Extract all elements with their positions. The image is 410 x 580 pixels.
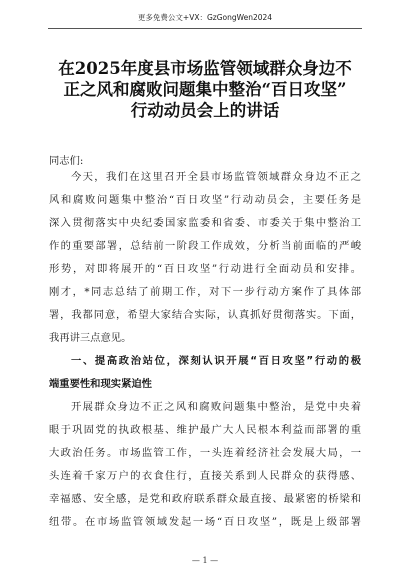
title-line: 在2025年度县市场监管领域群众身边不 (58, 59, 352, 78)
text-line: 深入贯彻落实中央纪委国家监委和省委、市委关于集中整治工 (49, 217, 361, 229)
heading-line: 端重要性和现实紧迫性 (49, 378, 152, 390)
title-line: 正之风和腐败问题集中整治“百日攻坚” (63, 80, 347, 99)
text-line: 开展群众身边不正之风和腐败问题集中整治，是党中央着 (71, 401, 361, 413)
text-line: 形势，对即将展开的“百日攻坚”行动进行全面动员和安排。 (49, 263, 361, 275)
text-line: 大政治任务。市场监管工作，一头连着经济社会发展大局，一 (49, 447, 361, 459)
header-note: 更多免费公文+VX：GzGongWen2024 (137, 13, 273, 22)
text-line: 幸福感、安全感，是党和政府联系群众最直接、最紧密的桥梁和 (49, 493, 361, 505)
text-line: 今天，我们在这里召开全县市场监管领域群众身边不正之 (71, 171, 361, 183)
text-line: 作的重要部署，总结前一阶段工作成效，分析当前面临的严峻 (49, 240, 361, 252)
text-line: 我再讲三点意见。 (49, 332, 132, 344)
text-line: 纽带。在市场监管领域发起一场“百日攻坚”，既是上级部署 (49, 516, 361, 528)
greeting: 同志们: (49, 155, 84, 167)
text-line: 眼于巩固党的执政根基、维护最广大人民根本利益而部署的重 (49, 424, 361, 436)
text-line: 头连着千家万户的衣食住行，直接关系到人民群众的获得感、 (49, 470, 361, 482)
text-line: 署，我都同意，希望大家结合实际，认真抓好贯彻落实。下面， (49, 309, 361, 321)
document-title (40, 58, 370, 121)
title-line: 行动动员会上的讲话 (130, 101, 280, 120)
text-line: 刚才，*同志总结了前期工作，对下一步行动方案作了具体部 (49, 286, 361, 298)
page-number: — 1 — (191, 556, 219, 565)
header-divider (48, 28, 362, 29)
section-heading (49, 350, 361, 396)
section-body-paragraph (49, 396, 361, 534)
intro-paragraph (49, 166, 361, 350)
text-line: 风和腐败问题集中整治“百日攻坚”行动动员会，主要任务是 (49, 194, 361, 206)
heading-line: 一、提高政治站位，深刻认识开展“百日攻坚”行动的极 (71, 355, 361, 367)
